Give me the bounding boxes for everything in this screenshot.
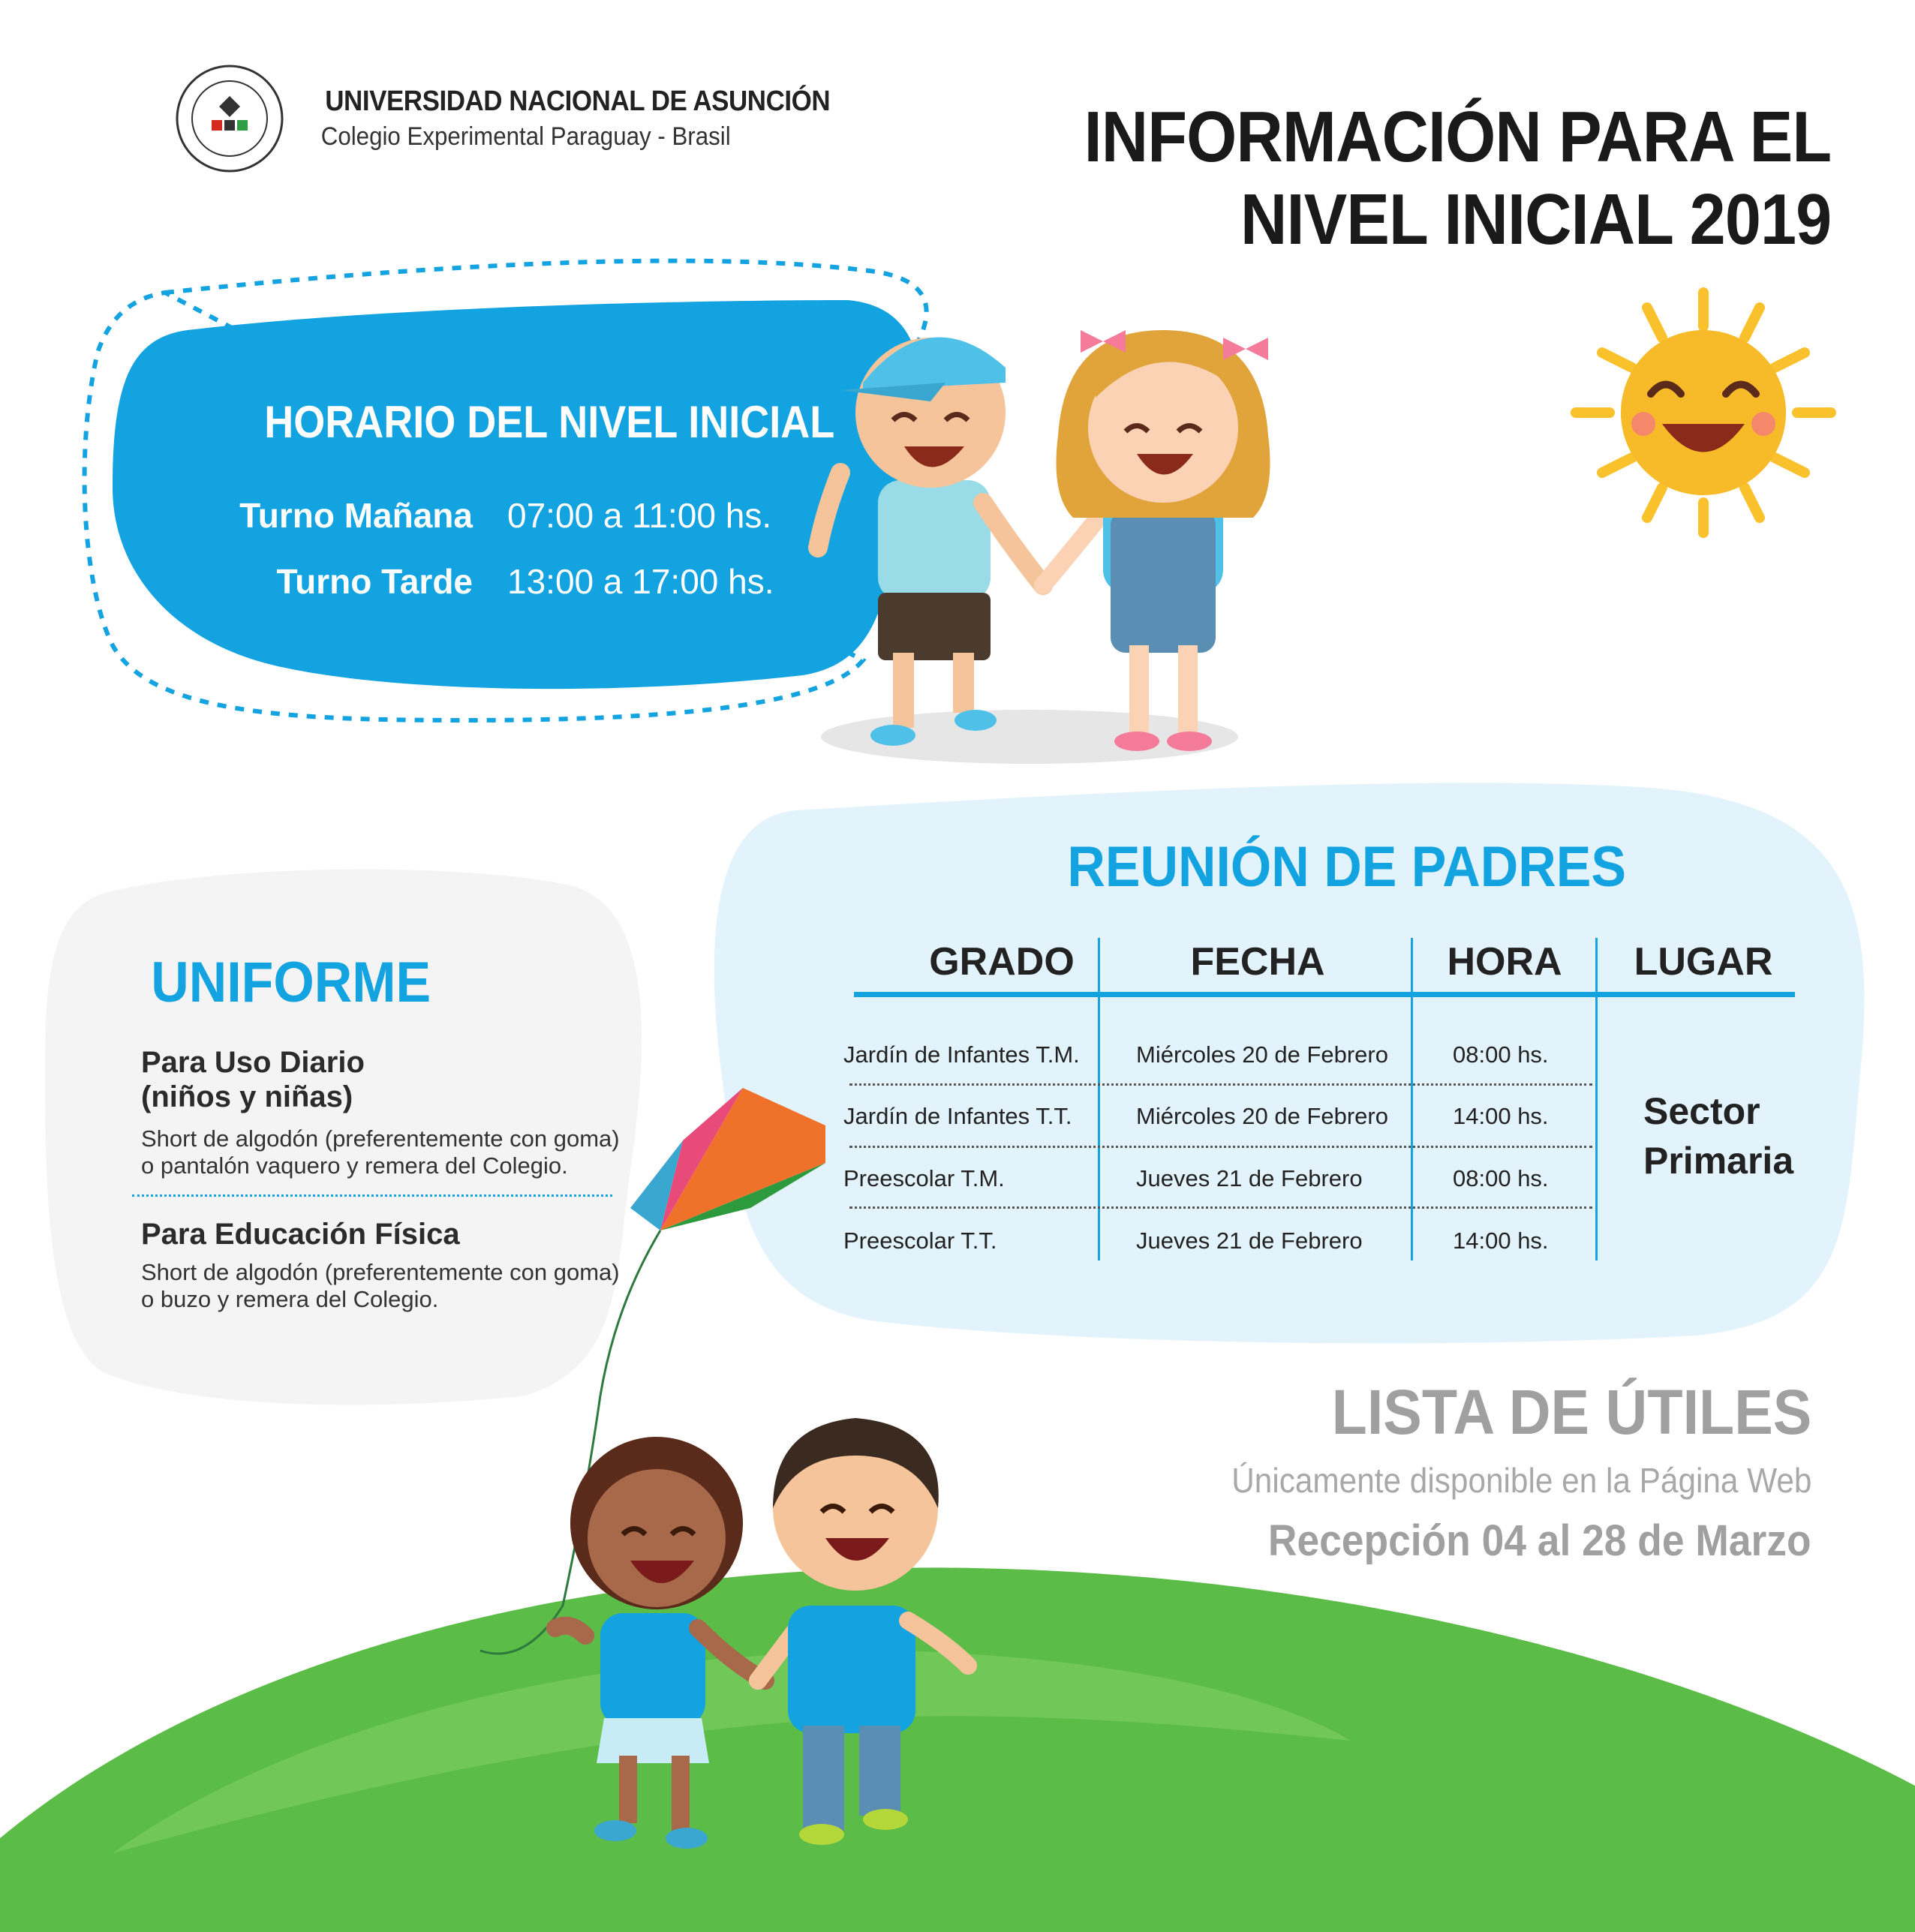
row-divider [849,1146,1592,1148]
fisica-heading: Para Educación Física [141,1218,460,1251]
cell-hora: 14:00 hs. [1453,1103,1549,1129]
lista-title: LISTA DE ÚTILES [1331,1377,1811,1447]
cell-grado: Preescolar T.T. [843,1227,997,1254]
lugar-value [1643,1086,1793,1185]
horario-row-tarde [225,561,774,602]
turno-label: Turno Tarde [276,562,473,601]
cell-hora: 14:00 hs. [1453,1227,1549,1254]
cell-fecha: Jueves 21 de Febrero [1136,1227,1363,1254]
row-divider [849,1083,1592,1086]
reunion-title: REUNIÓN DE PADRES [1067,835,1626,899]
diario-heading-1: Para Uso Diario [141,1046,365,1079]
university-name: UNIVERSIDAD NACIONAL DE ASUNCIÓN [325,86,831,117]
lista-date: Recepción 04 al 28 de Marzo [1268,1516,1811,1565]
horario-row-manana [225,495,771,536]
cell-grado: Preescolar T.M. [843,1165,1005,1191]
cell-fecha: Jueves 21 de Febrero [1136,1165,1363,1191]
column-divider [1098,938,1100,1260]
fisica-text-1: Short de algodón (preferentemente con goma) [141,1259,620,1285]
table-header-rule [854,992,1795,997]
turno-time: 13:00 a 17:00 hs. [507,562,774,601]
column-divider [1595,938,1598,1260]
lugar-line-2: Primaria [1643,1140,1794,1182]
col-header-lugar: LUGAR [1634,940,1773,984]
kids-illustration-top [795,300,1306,765]
page-title [1001,96,1831,261]
sun-icon [1561,285,1846,555]
cell-fecha: Miércoles 20 de Febrero [1136,1041,1388,1068]
cell-hora: 08:00 hs. [1453,1041,1549,1068]
cell-grado: Jardín de Infantes T.T. [843,1103,1072,1129]
turno-label: Turno Mañana [239,496,473,535]
column-divider [1411,938,1413,1260]
diario-text-2: o pantalón vaquero y remera del Colegio. [141,1152,568,1179]
horario-title: HORARIO DEL NIVEL INICIAL [264,397,835,447]
col-header-fecha: FECHA [1190,940,1325,984]
university-seal-icon [174,63,285,174]
lista-subtitle: Únicamente disponible en la Página Web [1231,1461,1811,1500]
cell-grado: Jardín de Infantes T.M. [843,1041,1080,1068]
col-header-grado: GRADO [929,940,1075,984]
cell-hora: 08:00 hs. [1453,1165,1549,1191]
uniforme-title: UNIFORME [151,951,431,1014]
turno-time: 07:00 a 11:00 hs. [507,496,772,535]
lugar-line-1: Sector [1643,1090,1760,1132]
kids-illustration-bottom [525,1396,1036,1861]
row-divider [849,1206,1592,1209]
page-title-line-2: NIVEL INICIAL 2019 [1240,179,1831,260]
diario-heading-2: (niños y niñas) [141,1080,353,1113]
page-title-line-1: INFORMACIÓN PARA EL [1084,97,1831,177]
fisica-text-2: o buzo y remera del Colegio. [141,1286,439,1312]
cell-fecha: Miércoles 20 de Febrero [1136,1103,1388,1129]
diario-text-1: Short de algodón (preferentemente con goma) [141,1125,620,1152]
college-name: Colegio Experimental Paraguay - Brasil [320,122,731,151]
col-header-hora: HORA [1447,940,1562,984]
